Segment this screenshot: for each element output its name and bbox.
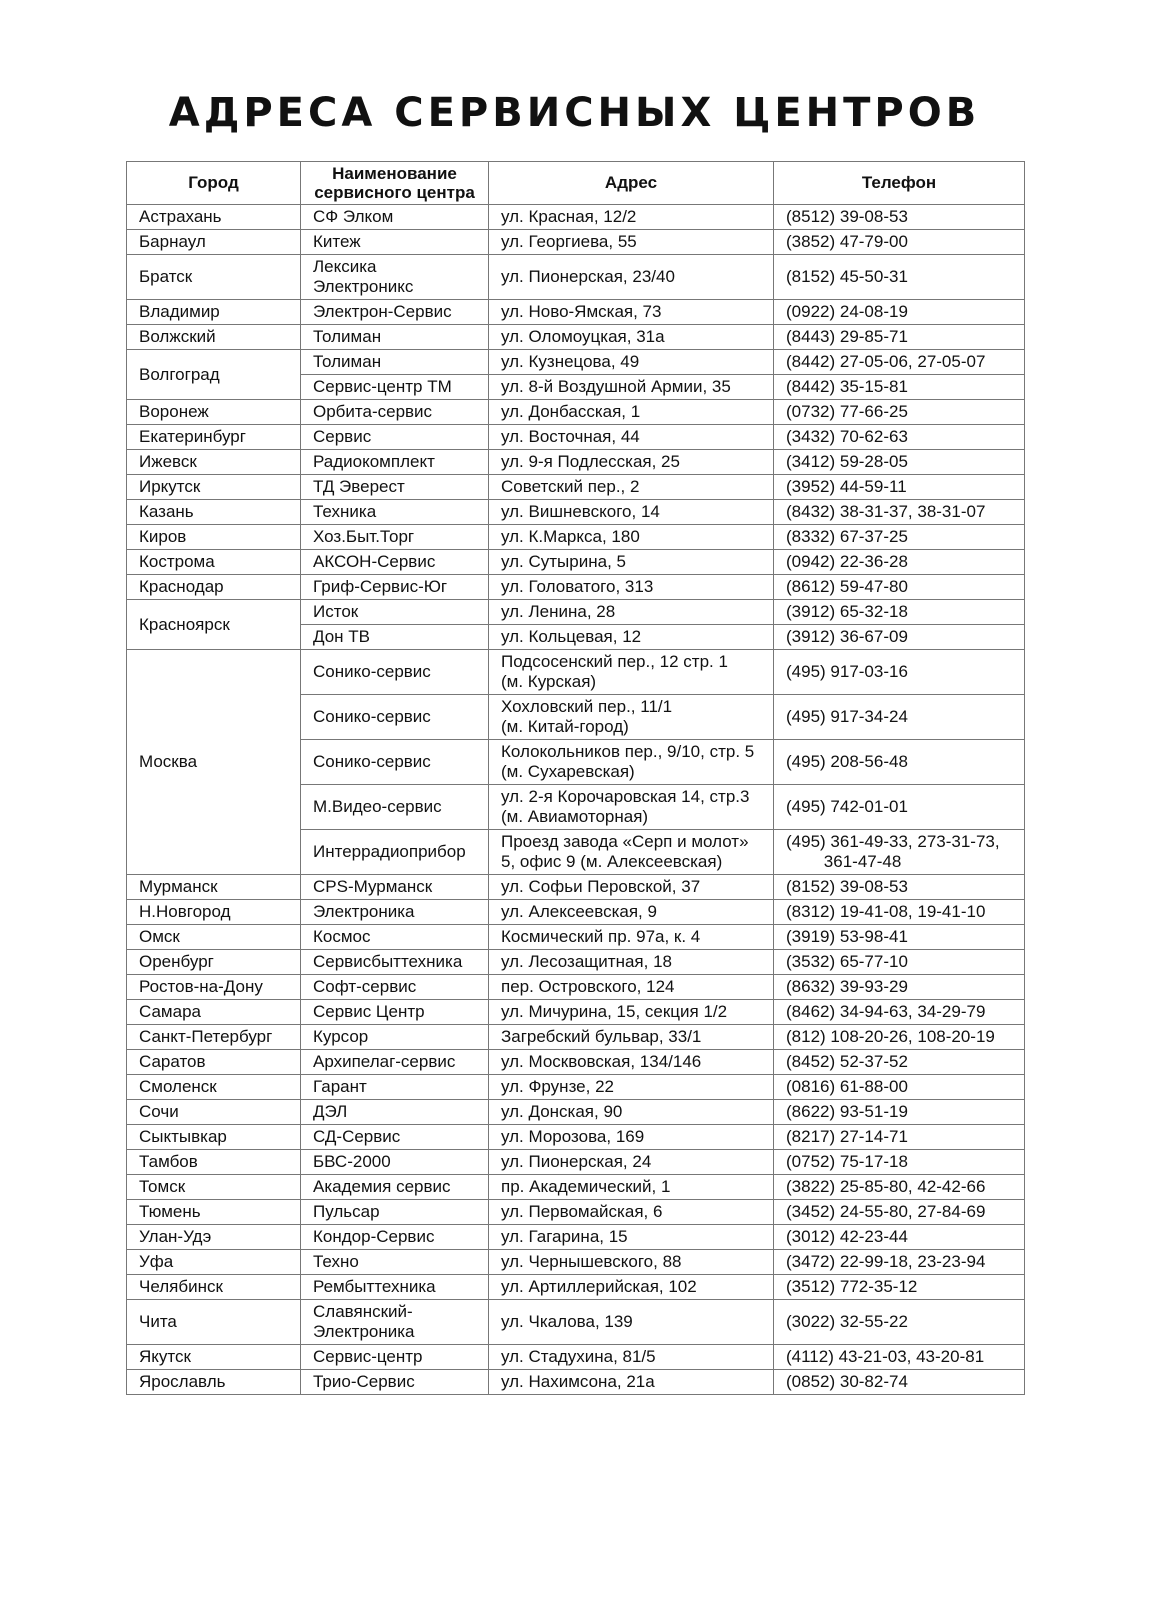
cell-phone: (8312) 19-41-08, 19-41-10 [774,900,1025,925]
cell-address: ул. К.Маркса, 180 [489,525,774,550]
cell-address: ул. Гагарина, 15 [489,1225,774,1250]
cell-service-name: Софт-сервис [301,975,489,1000]
cell-city: Якутск [127,1345,301,1370]
cell-service-name: Техно [301,1250,489,1275]
cell-city: Сочи [127,1100,301,1125]
cell-city: Барнаул [127,230,301,255]
cell-phone: (3012) 42-23-44 [774,1225,1025,1250]
cell-address: ул. Ново-Ямская, 73 [489,300,774,325]
cell-phone: (3912) 36-67-09 [774,625,1025,650]
cell-service-name: Космос [301,925,489,950]
cell-address: ул. 8-й Воздушной Армии, 35 [489,375,774,400]
cell-address: ул. Пионерская, 23/40 [489,255,774,300]
cell-address: Подсосенский пер., 12 стр. 1 (м. Курская) [489,650,774,695]
cell-service-name: Орбита-сервис [301,400,489,425]
cell-service-name: Гриф-Сервис-Юг [301,575,489,600]
table-row [127,550,1025,575]
cell-address: ул. Восточная, 44 [489,425,774,450]
cell-service-name: БВС-2000 [301,1150,489,1175]
cell-city: Красноярск [127,600,301,650]
cell-city: Челябинск [127,1275,301,1300]
table-row [127,1125,1025,1150]
cell-phone: (3919) 53-98-41 [774,925,1025,950]
cell-address: ул. Софьи Перовской, 37 [489,875,774,900]
cell-address: ул. Первомайская, 6 [489,1200,774,1225]
cell-city: Оренбург [127,950,301,975]
cell-phone: (3852) 47-79-00 [774,230,1025,255]
cell-city: Киров [127,525,301,550]
cell-address: Загребский бульвар, 33/1 [489,1025,774,1050]
cell-service-name: М.Видео-сервис [301,785,489,830]
cell-address: пр. Академический, 1 [489,1175,774,1200]
cell-service-name: Рембыттехника [301,1275,489,1300]
header-service-name-line2: сервисного центра [314,183,475,202]
cell-city: Иркутск [127,475,301,500]
cell-phone: (8612) 59-47-80 [774,575,1025,600]
cell-city: Сыктывкар [127,1125,301,1150]
table-body [127,205,1025,1395]
cell-phone: (495) 208-56-48 [774,740,1025,785]
cell-address: ул. Нахимсона, 21а [489,1370,774,1395]
table-row [127,1370,1025,1395]
cell-city: Казань [127,500,301,525]
cell-city: Томск [127,1175,301,1200]
header-service-name-line1: Наименование [332,164,457,183]
cell-phone: (3822) 25-85-80, 42-42-66 [774,1175,1025,1200]
cell-city: Тюмень [127,1200,301,1225]
cell-address: Советский пер., 2 [489,475,774,500]
table-header [127,162,1025,205]
cell-city: Братск [127,255,301,300]
cell-address: ул. Лесозащитная, 18 [489,950,774,975]
table-row [127,650,1025,695]
table-row [127,255,1025,300]
cell-service-name: Электрон-Сервис [301,300,489,325]
table-row [127,500,1025,525]
header-row [127,162,1025,205]
cell-phone: (0752) 75-17-18 [774,1150,1025,1175]
cell-phone: (8217) 27-14-71 [774,1125,1025,1150]
cell-service-name: Сервис Центр [301,1000,489,1025]
table-row [127,1250,1025,1275]
table-row [127,230,1025,255]
cell-phone: (8152) 45-50-31 [774,255,1025,300]
cell-address: ул. Артиллерийская, 102 [489,1275,774,1300]
cell-phone: (495) 917-34-24 [774,695,1025,740]
table-row [127,925,1025,950]
cell-address: ул. Ленина, 28 [489,600,774,625]
table-row [127,205,1025,230]
cell-service-name: Сервис [301,425,489,450]
cell-city: Мурманск [127,875,301,900]
cell-city: Краснодар [127,575,301,600]
cell-service-name: Кондор-Сервис [301,1225,489,1250]
table-row [127,575,1025,600]
cell-address: ул. Алексеевская, 9 [489,900,774,925]
cell-service-name: СФ Элком [301,205,489,230]
cell-address: ул. Донбасская, 1 [489,400,774,425]
header-phone: Телефон [774,162,1025,205]
cell-city: Ижевск [127,450,301,475]
cell-address: ул. Чкалова, 139 [489,1300,774,1345]
cell-service-name: АКСОН-Сервис [301,550,489,575]
cell-address: Колокольников пер., 9/10, стр. 5 (м. Сухаревская) [489,740,774,785]
table-row [127,1300,1025,1345]
cell-service-name: СД-Сервис [301,1125,489,1150]
cell-phone: (8442) 35-15-81 [774,375,1025,400]
table-row [127,400,1025,425]
cell-city: Уфа [127,1250,301,1275]
cell-phone: (3022) 32-55-22 [774,1300,1025,1345]
cell-phone: (495) 361-49-33, 273-31-73, 361-47-48 [774,830,1025,875]
table-row [127,300,1025,325]
table-row [127,950,1025,975]
cell-city: Астрахань [127,205,301,230]
cell-address: ул. Головатого, 313 [489,575,774,600]
table-row [127,1100,1025,1125]
table-row [127,1275,1025,1300]
table-row [127,1075,1025,1100]
cell-city: Улан-Удэ [127,1225,301,1250]
cell-phone: (8512) 39-08-53 [774,205,1025,230]
cell-service-name: Сонико-сервис [301,650,489,695]
cell-city: Екатеринбург [127,425,301,450]
cell-service-name: Сонико-сервис [301,740,489,785]
cell-service-name: ТД Эверест [301,475,489,500]
cell-service-name: Сервис-центр ТМ [301,375,489,400]
table-row [127,1000,1025,1025]
cell-city: Владимир [127,300,301,325]
cell-city: Тамбов [127,1150,301,1175]
cell-address: ул. Стадухина, 81/5 [489,1345,774,1370]
cell-address: ул. Чернышевского, 88 [489,1250,774,1275]
table-row [127,875,1025,900]
table-row [127,1175,1025,1200]
cell-phone: (0816) 61-88-00 [774,1075,1025,1100]
cell-phone: (8632) 39-93-29 [774,975,1025,1000]
cell-address: ул. 9-я Подлесская, 25 [489,450,774,475]
cell-city: Омск [127,925,301,950]
cell-address: ул. Мичурина, 15, секция 1/2 [489,1000,774,1025]
cell-service-name: Дон ТВ [301,625,489,650]
cell-address: Проезд завода «Серп и молот» 5, офис 9 (м. Алексеевская) [489,830,774,875]
cell-service-name: Славянский- Электроника [301,1300,489,1345]
table-row [127,1050,1025,1075]
cell-city: Кострома [127,550,301,575]
cell-service-name: Сервис-центр [301,1345,489,1370]
cell-phone: (3532) 65-77-10 [774,950,1025,975]
table-row [127,1025,1025,1050]
cell-address: ул. Москвовская, 134/146 [489,1050,774,1075]
cell-address: пер. Островского, 124 [489,975,774,1000]
cell-phone: (8332) 67-37-25 [774,525,1025,550]
table-row [127,1345,1025,1370]
cell-city: Ярославль [127,1370,301,1395]
cell-service-name: Исток [301,600,489,625]
cell-city: Санкт-Петербург [127,1025,301,1050]
table-row [127,600,1025,625]
cell-service-name: Гарант [301,1075,489,1100]
cell-phone: (3512) 772-35-12 [774,1275,1025,1300]
cell-address: ул. Фрунзе, 22 [489,1075,774,1100]
cell-service-name: Хоз.Быт.Торг [301,525,489,550]
cell-city: Смоленск [127,1075,301,1100]
cell-phone: (8443) 29-85-71 [774,325,1025,350]
table-row [127,1225,1025,1250]
table-row [127,525,1025,550]
cell-phone: (3912) 65-32-18 [774,600,1025,625]
cell-city: Волгоград [127,350,301,400]
cell-address: ул. 2-я Корочаровская 14, стр.3 (м. Авиамоторная) [489,785,774,830]
cell-city: Ростов-на-Дону [127,975,301,1000]
cell-service-name: Сонико-сервис [301,695,489,740]
cell-service-name: Интеррадиоприбор [301,830,489,875]
cell-city: Москва [127,650,301,875]
cell-address: ул. Георгиева, 55 [489,230,774,255]
cell-phone: (3432) 70-62-63 [774,425,1025,450]
cell-address: ул. Морозова, 169 [489,1125,774,1150]
cell-address: ул. Вишневского, 14 [489,500,774,525]
service-centers-table [126,161,1025,1395]
cell-phone: (0732) 77-66-25 [774,400,1025,425]
cell-phone: (0852) 30-82-74 [774,1370,1025,1395]
cell-service-name: Сервисбыттехника [301,950,489,975]
table-row [127,975,1025,1000]
cell-phone: (4112) 43-21-03, 43-20-81 [774,1345,1025,1370]
table-row [127,425,1025,450]
table-row [127,325,1025,350]
cell-phone: (495) 742-01-01 [774,785,1025,830]
cell-phone: (3472) 22-99-18, 23-23-94 [774,1250,1025,1275]
cell-service-name: Трио-Сервис [301,1370,489,1395]
cell-city: Саратов [127,1050,301,1075]
cell-service-name: Толиман [301,350,489,375]
table-row [127,900,1025,925]
cell-phone: (8442) 27-05-06, 27-05-07 [774,350,1025,375]
cell-phone: (0922) 24-08-19 [774,300,1025,325]
cell-address: ул. Красная, 12/2 [489,205,774,230]
cell-phone: (0942) 22-36-28 [774,550,1025,575]
cell-service-name: Лексика Электроникс [301,255,489,300]
cell-city: Чита [127,1300,301,1345]
table-row [127,1150,1025,1175]
header-city: Город [127,162,301,205]
table-row [127,475,1025,500]
header-address: Адрес [489,162,774,205]
cell-address: Хохловский пер., 11/1 (м. Китай-город) [489,695,774,740]
table-row [127,450,1025,475]
cell-service-name: Пульсар [301,1200,489,1225]
cell-address: Космический пр. 97а, к. 4 [489,925,774,950]
cell-phone: (3952) 44-59-11 [774,475,1025,500]
cell-phone: (8152) 39-08-53 [774,875,1025,900]
cell-service-name: ДЭЛ [301,1100,489,1125]
cell-service-name: Радиокомплект [301,450,489,475]
cell-phone: (8432) 38-31-37, 38-31-07 [774,500,1025,525]
cell-service-name: Архипелаг-сервис [301,1050,489,1075]
cell-city: Волжский [127,325,301,350]
table-row [127,1200,1025,1225]
cell-address: ул. Кузнецова, 49 [489,350,774,375]
cell-service-name: Китеж [301,230,489,255]
cell-service-name: CPS-Мурманск [301,875,489,900]
page-title: АДРЕСА СЕРВИСНЫХ ЦЕНТРОВ [168,90,981,136]
cell-city: Воронеж [127,400,301,425]
cell-phone: (8452) 52-37-52 [774,1050,1025,1075]
cell-phone: (812) 108-20-26, 108-20-19 [774,1025,1025,1050]
cell-service-name: Курсор [301,1025,489,1050]
cell-phone: (3412) 59-28-05 [774,450,1025,475]
cell-address: ул. Пионерская, 24 [489,1150,774,1175]
cell-service-name: Техника [301,500,489,525]
cell-phone: (8622) 93-51-19 [774,1100,1025,1125]
cell-service-name: Толиман [301,325,489,350]
cell-address: ул. Кольцевая, 12 [489,625,774,650]
cell-phone: (8462) 34-94-63, 34-29-79 [774,1000,1025,1025]
cell-phone: (495) 917-03-16 [774,650,1025,695]
cell-address: ул. Оломоуцкая, 31а [489,325,774,350]
table-row [127,350,1025,375]
cell-phone: (3452) 24-55-80, 27-84-69 [774,1200,1025,1225]
cell-address: ул. Сутырина, 5 [489,550,774,575]
header-service-name [301,162,489,205]
cell-city: Самара [127,1000,301,1025]
cell-service-name: Академия сервис [301,1175,489,1200]
cell-service-name: Электроника [301,900,489,925]
cell-address: ул. Донская, 90 [489,1100,774,1125]
cell-city: Н.Новгород [127,900,301,925]
